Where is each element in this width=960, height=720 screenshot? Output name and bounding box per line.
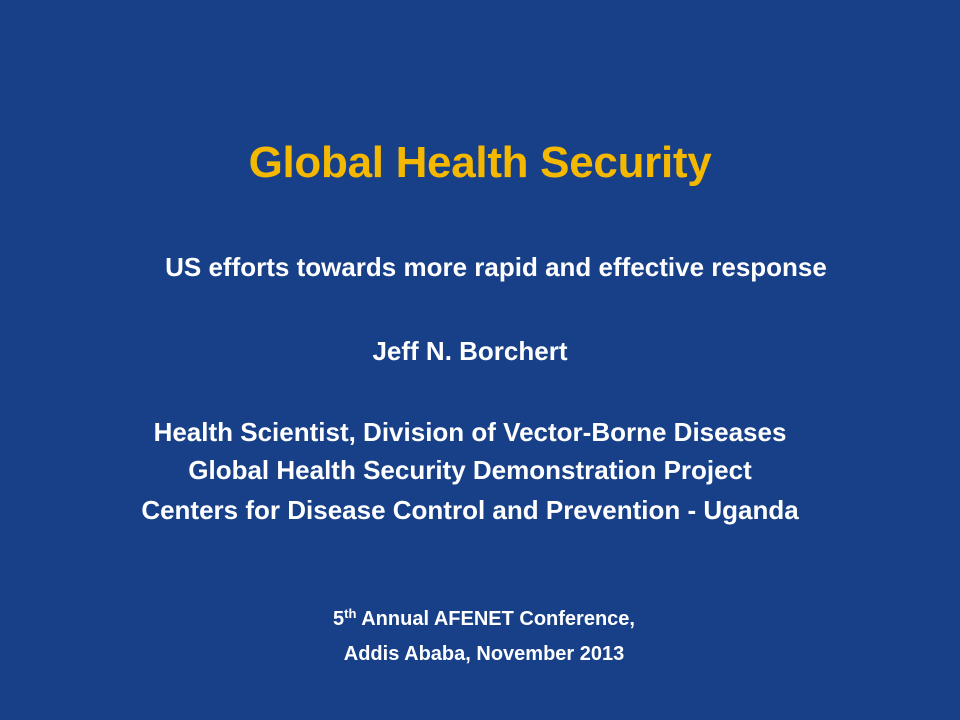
conference-ordinal-number: 5 (333, 608, 345, 630)
slide-title: Global Health Security (248, 138, 712, 187)
conference-title: Annual AFENET Conference, (356, 608, 635, 630)
conference-ordinal-suffix: th (344, 606, 357, 621)
author-name: Jeff N. Borchert (372, 336, 568, 366)
slide-subtitle: US efforts towards more rapid and effective response (165, 252, 827, 282)
conference-location-date: Addis Ababa, November 2013 (343, 643, 625, 665)
author-position: Health Scientist, Division of Vector-Borne Diseases (153, 417, 787, 447)
author-organization: Centers for Disease Control and Prevention - Uganda (141, 495, 799, 525)
author-project: Global Health Security Demonstration Project (188, 455, 752, 485)
conference-name (0, 605, 960, 633)
